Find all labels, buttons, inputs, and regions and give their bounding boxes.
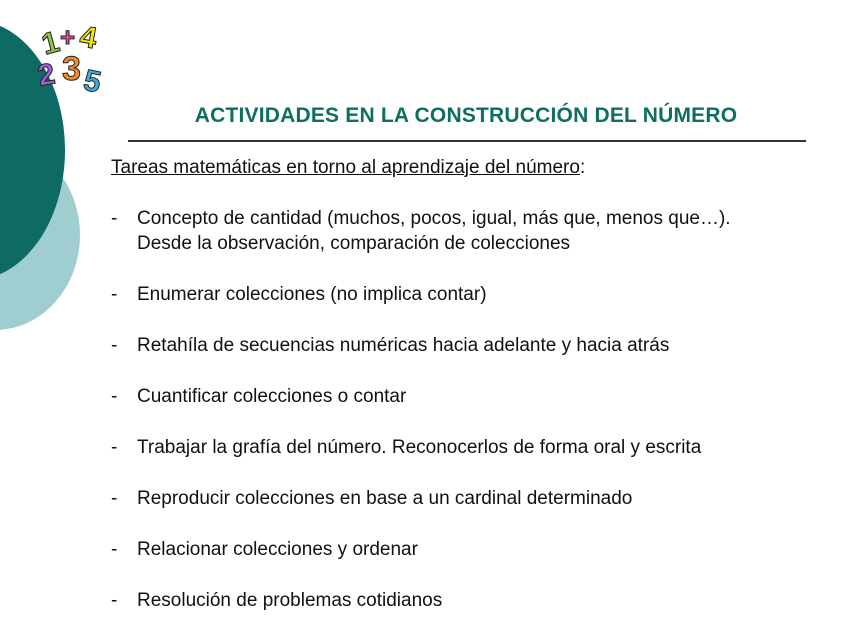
svg-text:2: 2 xyxy=(36,57,58,93)
list-item xyxy=(111,435,831,486)
list-item xyxy=(111,282,831,333)
colorful-numbers-icon xyxy=(36,18,120,98)
list-item xyxy=(111,206,831,282)
svg-text:5: 5 xyxy=(80,63,104,98)
list-item xyxy=(111,588,831,613)
title-divider xyxy=(128,140,806,142)
svg-text:1: 1 xyxy=(38,25,63,62)
svg-text:+: + xyxy=(60,22,76,52)
bullet-dash: - xyxy=(111,488,118,509)
bullet-dash: - xyxy=(111,284,118,305)
bullet-dash: - xyxy=(111,590,118,611)
svg-text:3: 3 xyxy=(62,50,81,88)
bullet-dash: - xyxy=(111,437,118,458)
list-item-line2: Desde la observación, comparación de colecciones xyxy=(137,233,571,254)
bullet-dash: - xyxy=(111,539,118,560)
slide-subtitle xyxy=(111,157,585,179)
list-item xyxy=(111,486,831,537)
list-item xyxy=(111,333,831,384)
list-item-line1: Concepto de cantidad (muchos, pocos, igual, más que, menos que…). xyxy=(137,208,731,229)
subtitle-colon: : xyxy=(579,157,586,178)
slide-title: ACTIVIDADES EN LA CONSTRUCCIÓN DEL NÚMERO xyxy=(194,104,738,127)
subtitle-text: Tareas matemáticas en torno al aprendizaje del número xyxy=(111,157,580,178)
bullet-dash: - xyxy=(111,335,118,356)
list-item-text: Cuantificar colecciones o contar xyxy=(137,386,407,407)
svg-text:4: 4 xyxy=(77,20,100,56)
list-item-text: Retahíla de secuencias numéricas hacia adelante y hacia atrás xyxy=(137,335,670,356)
bullet-dash: - xyxy=(111,386,118,407)
list-item-text: Reproducir colecciones en base a un cardinal determinado xyxy=(137,488,633,509)
list-item xyxy=(111,537,831,588)
list-item-text: Trabajar la grafía del número. Reconocerlos de forma oral y escrita xyxy=(137,437,702,458)
bullet-dash: - xyxy=(111,208,118,229)
activity-list xyxy=(111,206,831,613)
list-item-text: Relacionar colecciones y ordenar xyxy=(137,539,418,560)
list-item xyxy=(111,384,831,435)
list-item-text: Enumerar colecciones (no implica contar) xyxy=(137,284,487,305)
list-item-text: Resolución de problemas cotidianos xyxy=(137,590,443,611)
